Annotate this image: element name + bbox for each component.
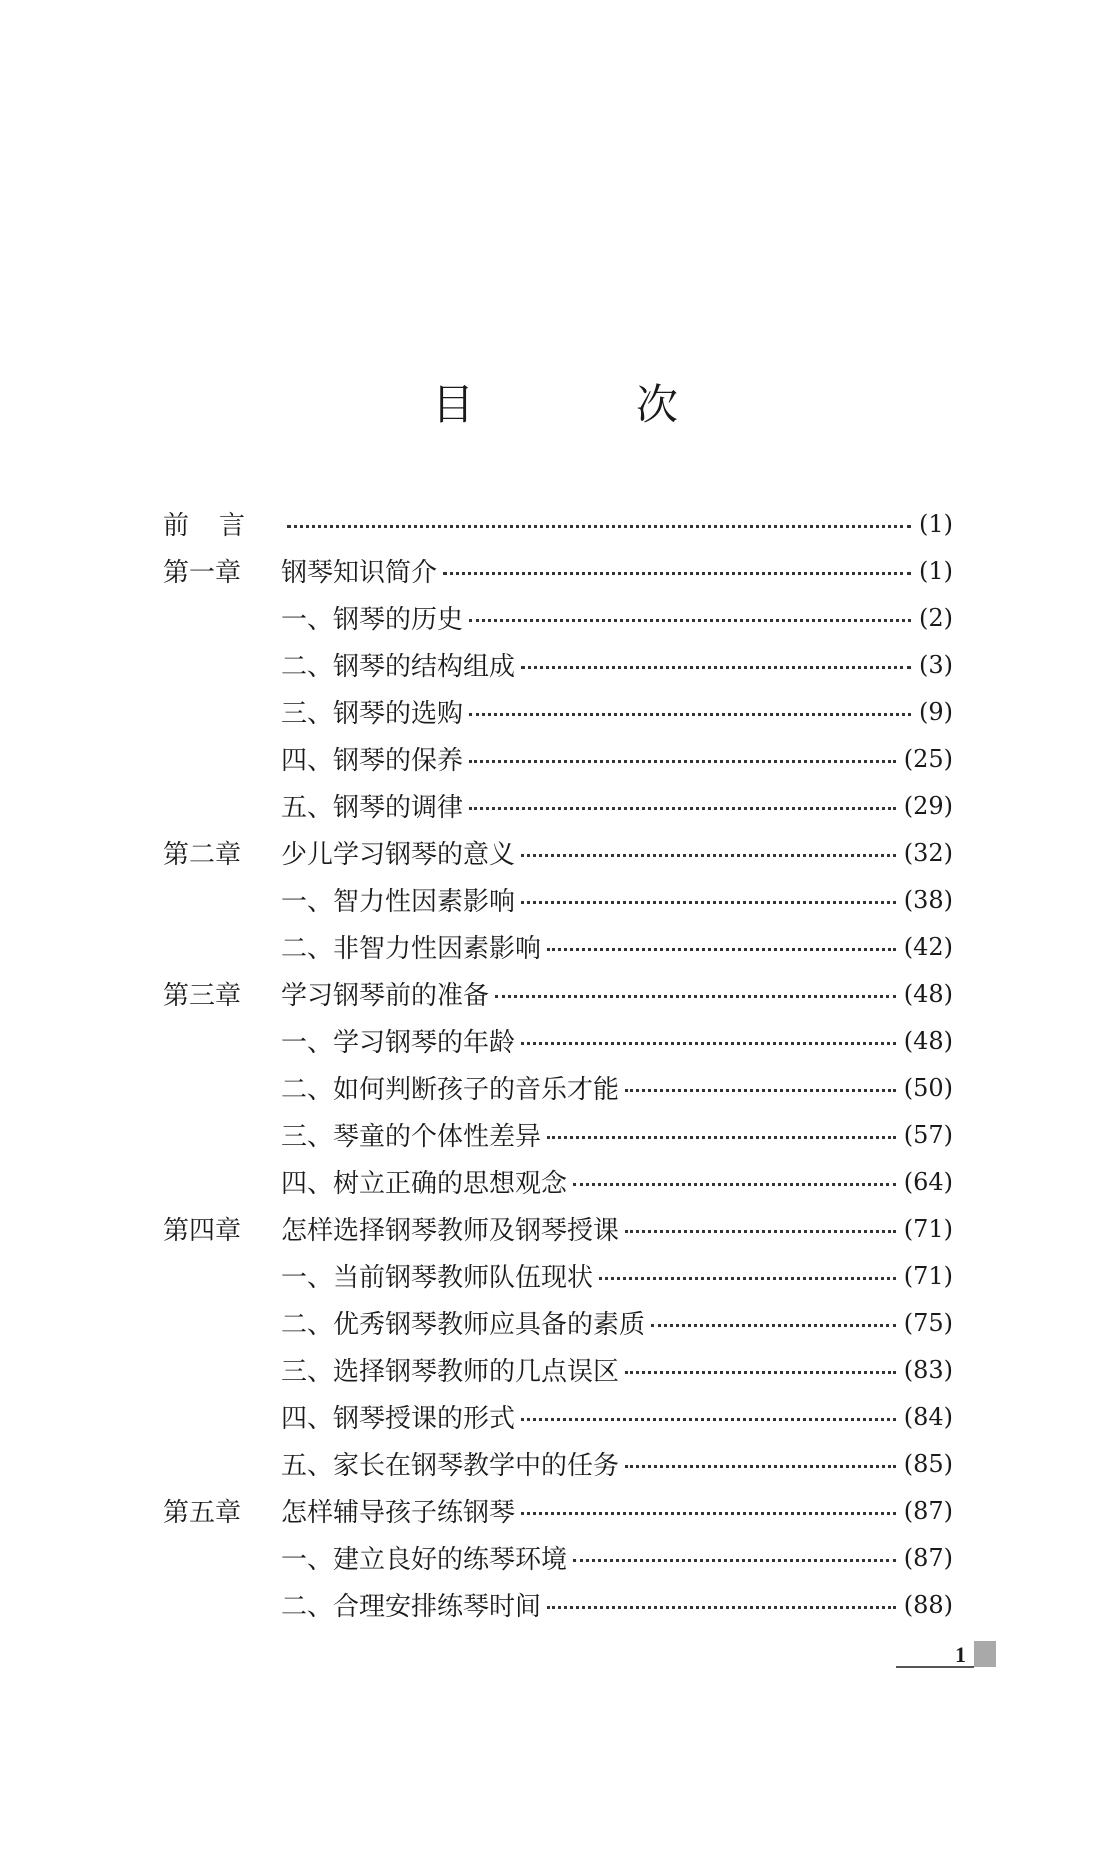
toc-entry-section[interactable] bbox=[163, 1581, 953, 1628]
toc-title: 二、钢琴的结构组成 bbox=[163, 646, 521, 683]
toc-page-number: (85) bbox=[903, 1449, 953, 1478]
toc-entry-section[interactable] bbox=[163, 1346, 953, 1393]
toc-page-number: (84) bbox=[903, 1402, 953, 1431]
dot-leader bbox=[469, 713, 911, 716]
toc-entry-chapter[interactable] bbox=[163, 829, 953, 876]
toc-entry-section[interactable] bbox=[163, 641, 953, 688]
dot-leader bbox=[469, 807, 896, 810]
table-of-contents bbox=[163, 500, 953, 1628]
dot-leader bbox=[625, 1230, 896, 1233]
toc-title: 学习钢琴前的准备 bbox=[281, 981, 490, 1011]
toc-title: 二、优秀钢琴教师应具备的素质 bbox=[163, 1304, 651, 1341]
toc-page-number: (1) bbox=[919, 556, 953, 585]
toc-entry-section[interactable] bbox=[163, 1111, 953, 1158]
toc-entry-section[interactable] bbox=[163, 782, 953, 829]
toc-page-number: (48) bbox=[903, 979, 953, 1008]
toc-page-number: (3) bbox=[919, 650, 953, 679]
toc-page-number: (50) bbox=[903, 1073, 953, 1102]
toc-entry-section[interactable] bbox=[163, 923, 953, 970]
toc-page-number: (71) bbox=[903, 1214, 953, 1243]
toc-entry-preface[interactable] bbox=[163, 500, 953, 547]
dot-leader bbox=[521, 901, 896, 904]
dot-leader bbox=[651, 1324, 896, 1327]
toc-page-number: (2) bbox=[919, 603, 953, 632]
dot-leader bbox=[547, 948, 896, 951]
toc-chapter: 第四章 bbox=[163, 1216, 242, 1246]
toc-page-number: (57) bbox=[903, 1120, 953, 1149]
toc-entry-section[interactable] bbox=[163, 1534, 953, 1581]
toc-entry-section[interactable] bbox=[163, 1158, 953, 1205]
dot-leader bbox=[599, 1277, 896, 1280]
dot-leader bbox=[469, 760, 896, 763]
toc-title: 三、琴童的个体性差异 bbox=[163, 1116, 547, 1153]
toc-title: 怎样选择钢琴教师及钢琴授课 bbox=[281, 1216, 620, 1246]
toc-title: 五、家长在钢琴教学中的任务 bbox=[163, 1445, 625, 1482]
dot-leader bbox=[521, 854, 896, 857]
toc-page-number: (38) bbox=[903, 885, 953, 914]
dot-leader bbox=[573, 1559, 896, 1562]
toc-entry-section[interactable] bbox=[163, 735, 953, 782]
toc-chapter: 第五章 bbox=[163, 1498, 242, 1528]
toc-title: 四、钢琴授课的形式 bbox=[163, 1398, 521, 1435]
dot-leader bbox=[287, 525, 911, 528]
toc-page-number: (64) bbox=[903, 1167, 953, 1196]
dot-leader bbox=[625, 1089, 896, 1092]
page-number bbox=[896, 1644, 974, 1668]
toc-entry-section[interactable] bbox=[163, 1017, 953, 1064]
toc-page-number: (9) bbox=[919, 697, 953, 726]
toc-title: 二、合理安排练琴时间 bbox=[163, 1586, 547, 1623]
toc-entry-section[interactable] bbox=[163, 876, 953, 923]
dot-leader bbox=[521, 666, 911, 669]
toc-page-number: (88) bbox=[903, 1590, 953, 1619]
dot-leader bbox=[573, 1183, 896, 1186]
toc-page-number: (32) bbox=[903, 838, 953, 867]
toc-chapter: 前言 bbox=[163, 511, 276, 541]
dot-leader bbox=[469, 619, 911, 622]
toc-entry-chapter[interactable] bbox=[163, 970, 953, 1017]
toc-page-number: (48) bbox=[903, 1026, 953, 1055]
page-title: 目 次 bbox=[431, 380, 738, 429]
page-corner-tab bbox=[974, 1641, 996, 1667]
toc-page-number: (75) bbox=[903, 1308, 953, 1337]
dot-leader bbox=[521, 1042, 896, 1045]
toc-title: 三、钢琴的选购 bbox=[163, 693, 469, 730]
page-number-text: 1 bbox=[955, 1642, 966, 1667]
toc-page-number: (1) bbox=[919, 509, 953, 538]
toc-title: 一、智力性因素影响 bbox=[163, 881, 521, 918]
toc-entry-section[interactable] bbox=[163, 1064, 953, 1111]
toc-title: 一、学习钢琴的年龄 bbox=[163, 1022, 521, 1059]
toc-page-number: (83) bbox=[903, 1355, 953, 1384]
toc-entry-chapter[interactable] bbox=[163, 547, 953, 594]
dot-leader bbox=[521, 1418, 896, 1421]
toc-page-number: (87) bbox=[903, 1543, 953, 1572]
dot-leader bbox=[495, 995, 896, 998]
dot-leader bbox=[625, 1465, 896, 1468]
toc-page-number: (71) bbox=[903, 1261, 953, 1290]
toc-entry-section[interactable] bbox=[163, 1440, 953, 1487]
toc-entry-section[interactable] bbox=[163, 688, 953, 735]
toc-entry-section[interactable] bbox=[163, 1299, 953, 1346]
toc-page-number: (42) bbox=[903, 932, 953, 961]
toc-chapter: 第二章 bbox=[163, 840, 242, 870]
toc-title: 二、非智力性因素影响 bbox=[163, 928, 547, 965]
dot-leader bbox=[547, 1136, 896, 1139]
toc-title: 一、当前钢琴教师队伍现状 bbox=[163, 1257, 599, 1294]
toc-title: 钢琴知识简介 bbox=[281, 558, 438, 588]
dot-leader bbox=[547, 1606, 896, 1609]
toc-page-number: (29) bbox=[903, 791, 953, 820]
toc-title: 四、树立正确的思想观念 bbox=[163, 1163, 573, 1200]
toc-title: 四、钢琴的保养 bbox=[163, 740, 469, 777]
toc-title: 一、钢琴的历史 bbox=[163, 599, 469, 636]
toc-entry-section[interactable] bbox=[163, 1252, 953, 1299]
toc-chapter: 第一章 bbox=[163, 558, 242, 588]
dot-leader bbox=[521, 1512, 896, 1515]
dot-leader bbox=[625, 1371, 896, 1374]
toc-page-number: (87) bbox=[903, 1496, 953, 1525]
toc-title: 二、如何判断孩子的音乐才能 bbox=[163, 1069, 625, 1106]
toc-title: 少儿学习钢琴的意义 bbox=[281, 840, 516, 870]
toc-entry-section[interactable] bbox=[163, 594, 953, 641]
toc-title: 五、钢琴的调律 bbox=[163, 787, 469, 824]
toc-page-number: (25) bbox=[903, 744, 953, 773]
toc-title: 三、选择钢琴教师的几点误区 bbox=[163, 1351, 625, 1388]
toc-chapter: 第三章 bbox=[163, 981, 242, 1011]
dot-leader bbox=[443, 572, 911, 575]
toc-title: 怎样辅导孩子练钢琴 bbox=[281, 1498, 516, 1528]
toc-entry-chapter[interactable] bbox=[163, 1205, 953, 1252]
toc-entry-chapter[interactable] bbox=[163, 1487, 953, 1534]
toc-entry-section[interactable] bbox=[163, 1393, 953, 1440]
toc-title: 一、建立良好的练琴环境 bbox=[163, 1539, 573, 1576]
